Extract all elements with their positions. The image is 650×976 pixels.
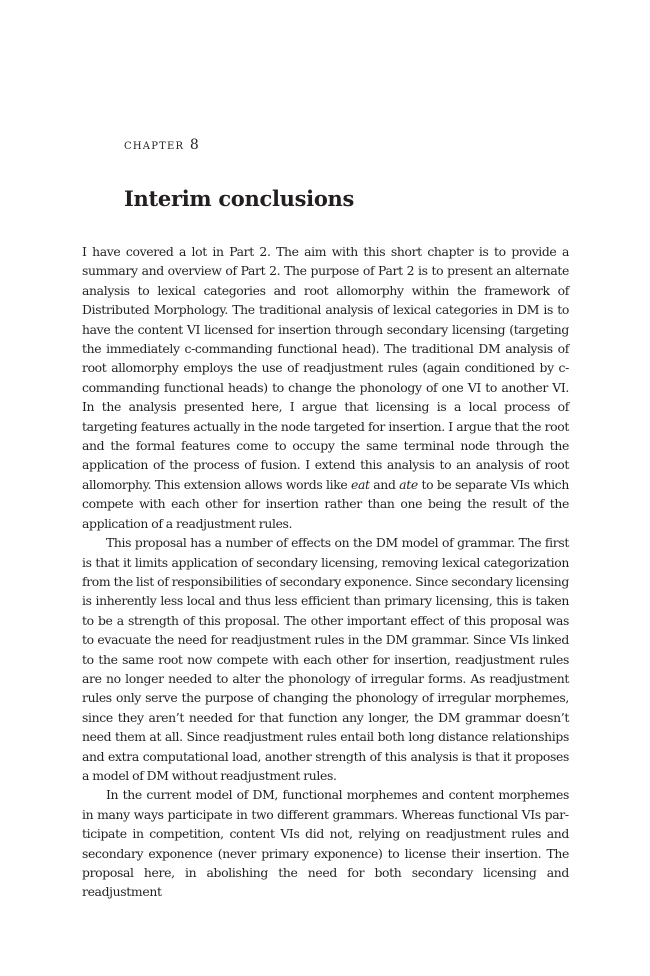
chapter-label: chapter 8: [124, 137, 200, 153]
paragraph-1-text-3: to be separate VIs which compete with each other for insertion rather than one being the result of the application of a readjustment rules.: [82, 476, 569, 531]
paragraph-2-text: This proposal has a number of effects on the DM model of grammar. The first is that it limits application of secondary licensing, removing lexical categorization from the list of responsibilities of secondary exponence. Since secondary licensing is inherently less local and thus less efficient than primary licensing, this is taken to be a strength of this proposal. The other important effect of this proposal was to evacuate the need for readjustment rules in the DM grammar. Since VIs linked to the same root now compete with each other for insertion, readjustment rules are no longer needed to alter the phonology of irregular forms. As readjustment rules only serve the purpose of changing the phonology of irregular morphemes, since they aren’t needed for that function any longer, the DM grammar doesn’t need them at all. Since readjustment rules entail both long distance relationships and extra computational load, another strength of this analysis is that it proposes a model of DM without readjustment rules.: [82, 535, 569, 783]
paragraph-1-text-2: and: [369, 476, 400, 492]
body-text: [82, 242, 569, 902]
italic-word-ate: ate: [399, 476, 418, 492]
paragraph-3-text: In the current model of DM, functional morphemes and content morphemes in many ways participate in two different grammars. Whereas functional VIs participate in competition, content VIs did not, relying on readjustment rules and secondary exponence (never primary exponence) to license their insertion. The proposal here, in abolishing the need for both secondary licensing and readjustment: [82, 787, 569, 900]
paragraph-1: [82, 242, 569, 533]
paragraph-2: [82, 533, 569, 785]
paragraph-1-text-1: I have covered a lot in Part 2. The aim with this short chapter is to provide a summary and overview of Part 2. The purpose of Part 2 is to present an alternate analysis to lexical categories and root allomorphy within the framework of Distributed Morphology. The traditional analysis of lexical categories in DM is to have the content VI licensed for insertion through secondary licensing (targeting the immediately c-commanding functional head). The traditional DM analysis of root allomorphy employs the use of readjustment rules (again conditioned by c-commanding functional heads) to change the phonology of one VI to another VI. In the analysis presented here, I argue that licensing is a local process of targeting features actually in the node targeted for insertion. I argue that the root and the formal features come to occupy the same terminal node through the application of the process of fusion. I extend this analysis to an analysis of root allomorphy. This extension allows words like: [82, 244, 569, 492]
chapter-title: Interim conclusions: [124, 186, 355, 211]
paragraph-3: [82, 785, 569, 901]
italic-word-eat: eat: [350, 476, 370, 492]
